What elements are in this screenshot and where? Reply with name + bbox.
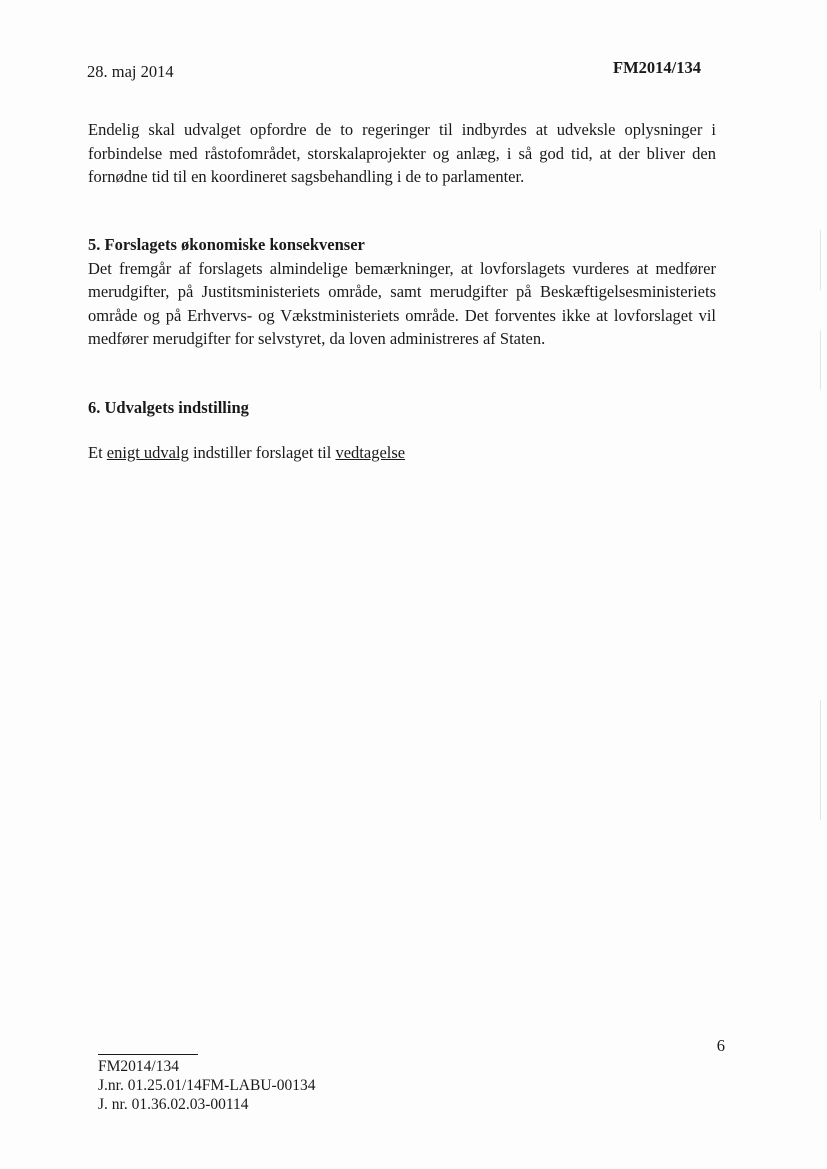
section-5	[88, 233, 716, 351]
section-6-heading: 6. Udvalgets indstilling	[88, 398, 249, 417]
footer-line-1: FM2014/134	[98, 1058, 179, 1075]
recommendation-underlined-unanimous: enigt udvalg	[106, 443, 189, 462]
section-5-heading: 5. Forslagets økonomiske konsekvenser	[88, 235, 365, 254]
intro-text: Endelig skal udvalget opfordre de to regeringer til indbyrdes at udveksle oplysninger i forbindelse med råstofområdet, storskalaprojekter og anlæg, i så god tid, at der bliver den fornødne tid til en koordineret sagsbehandling i de to parlamenter.	[88, 120, 716, 186]
footer-line-3: J. nr. 01.36.02.03-00114	[98, 1096, 249, 1113]
page-number: 6	[716, 1036, 725, 1055]
scan-edge-mark	[820, 330, 821, 390]
recommendation-underlined-adoption: vedtagelse	[335, 443, 406, 462]
section-5-body: Det fremgår af forslagets almindelige bemærkninger, at lovforslagets vurderes at medfører merudgifter, på Justitsministeriets område, samt merudgifter på Beskæftigelsesministeriets område og på Erhvervs- og Vækstministeriets område. Det forventes ikke at lovforslaget vil medfører merudgifter for selvstyret, da loven administreres af Staten.	[88, 258, 716, 348]
recommendation-prefix: Et	[88, 443, 103, 462]
footer-divider	[98, 1054, 198, 1055]
scan-edge-mark	[820, 700, 821, 820]
intro-paragraph	[88, 118, 716, 189]
recommendation-middle: indstiller forslaget til	[192, 443, 332, 462]
header-reference: FM2014/134	[613, 58, 701, 77]
footer	[98, 1054, 315, 1114]
header-date: 28. maj 2014	[87, 62, 174, 81]
recommendation-line	[88, 441, 716, 465]
section-6	[88, 396, 716, 420]
footer-line-2: J.nr. 01.25.01/14FM-LABU-00134	[98, 1077, 316, 1094]
scan-edge-mark	[820, 230, 821, 290]
